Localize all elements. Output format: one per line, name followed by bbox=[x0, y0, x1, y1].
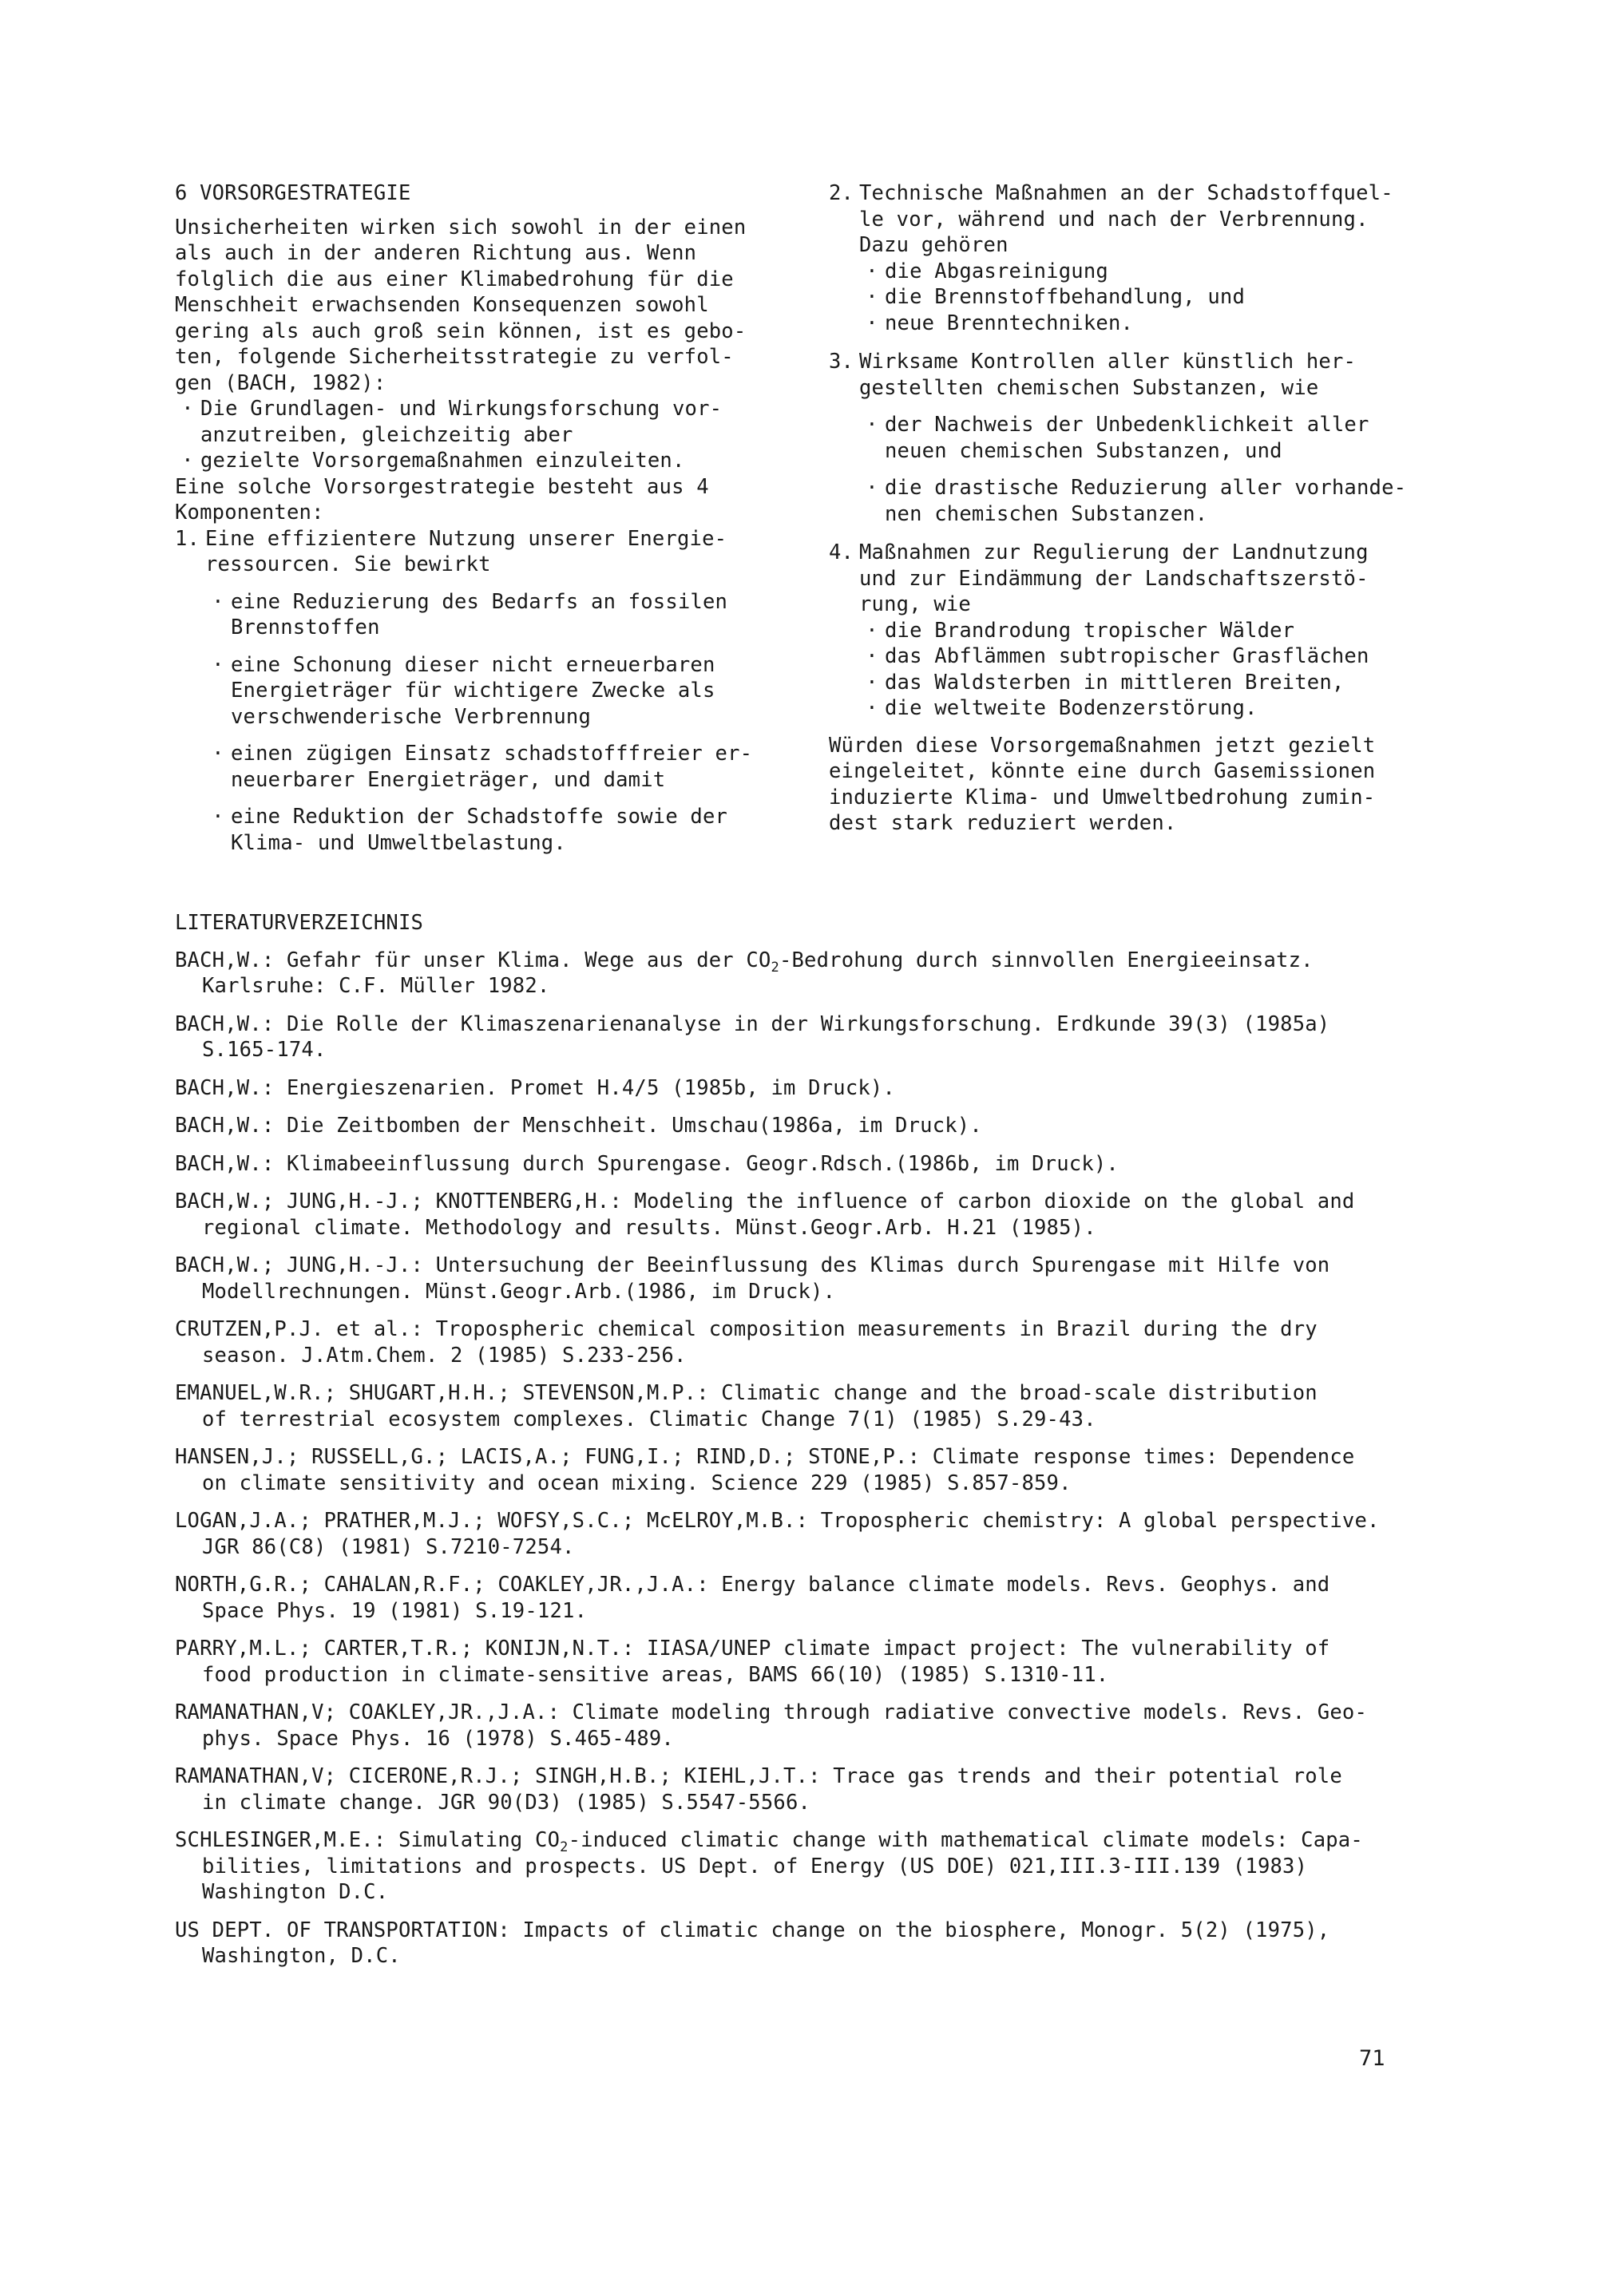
reference-entry bbox=[175, 948, 1452, 1000]
list-item bbox=[859, 670, 1444, 696]
subscript: 2 bbox=[771, 959, 779, 976]
reference-text: SCHLESINGER,M.E.: Simulating CO bbox=[175, 1828, 561, 1852]
reference-entry: NORTH,G.R.; CAHALAN,R.F.; COAKLEY,JR.,J.A.: Energy balance climate models. Revs. Geophys. and Space Phys. 19 (1981) S.19-121. bbox=[175, 1573, 1330, 1623]
list-item bbox=[205, 804, 790, 856]
bullet-text: die Brandrodung tropischer Wälder bbox=[885, 618, 1295, 643]
components-intro: Eine solche Vorsorgestrategie besteht aus 4 Komponenten: bbox=[175, 474, 709, 525]
bullet-dot: · bbox=[212, 742, 224, 766]
page-number: 71 bbox=[1359, 2046, 1385, 2071]
references-section bbox=[175, 910, 1452, 1981]
bullet-dot: · bbox=[212, 805, 224, 829]
component-3-bullets bbox=[829, 412, 1444, 527]
bullet-text: eine Reduzierung des Bedarfs an fossilen Brennstoffen bbox=[231, 589, 728, 639]
component-text: Eine effizientere Nutzung unserer Energie- ressourcen. Sie bewirkt bbox=[205, 526, 727, 576]
bullet-dot: · bbox=[181, 397, 194, 421]
bullet-dot: · bbox=[866, 259, 878, 283]
component-number: 3. bbox=[829, 350, 854, 374]
list-item bbox=[205, 741, 790, 793]
reference-entry: BACH,W.; JUNG,H.-J.; KNOTTENBERG,H.: Modeling the influence of carbon dioxide on the global and regional climate. Methodology and results. Münst.Geogr.Arb. H.21 (1985). bbox=[175, 1190, 1355, 1240]
component-4-bullets bbox=[829, 618, 1444, 722]
reference-entry: RAMANATHAN,V; COAKLEY,JR.,J.A.: Climate modeling through radiative convective models. Revs. Geo- phys. Space Phys. 16 (1978) S.465-489. bbox=[175, 1700, 1368, 1751]
bullet-text: die weltweite Bodenzerstörung. bbox=[885, 696, 1258, 720]
reference-entry: LOGAN,J.A.; PRATHER,M.J.; WOFSY,S.C.; McELROY,M.B.: Tropospheric chemistry: A global perspective. JGR 86(C8) (1981) S.7210-7254. bbox=[175, 1509, 1380, 1559]
bullet-dot: · bbox=[866, 618, 878, 643]
component-text: Technische Maßnahmen an der Schadstoffquel- le vor, während und nach der Verbrennung. Dazu gehören bbox=[859, 181, 1393, 257]
bullet-text: eine Reduktion der Schadstoffe sowie der Klima- und Umweltbelastung. bbox=[231, 805, 728, 855]
component-4 bbox=[829, 540, 1444, 722]
component-number: 4. bbox=[829, 540, 854, 564]
bullet-text: Die Grundlagen- und Wirkungsforschung vor- anzutreiben, gleichzeitig aber bbox=[200, 397, 723, 447]
component-2-bullets bbox=[829, 259, 1444, 337]
reference-entry: BACH,W.: Klimabeeinflussung durch Spurengase. Geogr.Rdsch.(1986b, im Druck). bbox=[175, 1151, 1119, 1176]
reference-entry: RAMANATHAN,V; CICERONE,R.J.; SINGH,H.B.; KIEHL,J.T.: Trace gas trends and their potential role in climate change. JGR 90(D3) (1985) S.5547-5566. bbox=[175, 1764, 1342, 1815]
reference-entry: HANSEN,J.; RUSSELL,G.; LACIS,A.; FUNG,I.; RIND,D.; STONE,P.: Climate response times: Dependence on climate sensitivity and ocean mixing. Science 229 (1985) S.857-859. bbox=[175, 1445, 1355, 1495]
component-2 bbox=[829, 180, 1444, 336]
component-text: Wirksame Kontrollen aller künstlich her- gestellten chemischen Substanzen, wie bbox=[859, 350, 1357, 400]
component-1 bbox=[175, 526, 790, 857]
section-heading: 6 VORSORGESTRATEGIE bbox=[175, 181, 411, 205]
bullet-dot: · bbox=[866, 670, 878, 695]
list-item bbox=[859, 311, 1444, 337]
bullet-text: die Abgasreinigung bbox=[885, 259, 1108, 283]
list-item bbox=[859, 259, 1444, 285]
component-1-bullets bbox=[175, 589, 790, 857]
bullet-dot: · bbox=[212, 652, 224, 677]
bullet-text: einen zügigen Einsatz schadstofffreier er- neuerbarer Energieträger, und damit bbox=[231, 742, 753, 792]
conclusion-paragraph: Würden diese Vorsorgemaßnahmen jetzt gezielt eingeleitet, könnte eine durch Gasemissionen induzierte Klima- und Umweltbedrohung zumin- dest stark reduziert werden. bbox=[829, 733, 1376, 835]
reference-entry: PARRY,M.L.; CARTER,T.R.; KONIJN,N.T.: IIASA/UNEP climate impact project: The vulnerability of food production in climate-sensitive areas, BAMS 66(10) (1985) S.1310-11. bbox=[175, 1637, 1330, 1687]
bullet-dot: · bbox=[866, 285, 878, 309]
bullet-dot: · bbox=[866, 644, 878, 668]
bullet-dot: · bbox=[866, 413, 878, 437]
list-item bbox=[859, 284, 1444, 311]
bullet-dot: · bbox=[212, 589, 224, 614]
reference-entry: BACH,W.: Die Zeitbomben der Menschheit. Umschau(1986a, im Druck). bbox=[175, 1114, 982, 1138]
list-item bbox=[859, 618, 1444, 644]
bullet-dot: · bbox=[866, 696, 878, 720]
reference-text: -Bedrohung durch sinnvollen Energieeinsatz. Karlsruhe: C.F. Müller 1982. bbox=[202, 948, 1314, 998]
strategy-bullet-list bbox=[175, 396, 790, 474]
bullet-text: gezielte Vorsorgemaßnahmen einzuleiten. bbox=[200, 449, 685, 473]
subscript: 2 bbox=[560, 1839, 569, 1856]
reference-entry bbox=[175, 1827, 1452, 1906]
left-column bbox=[175, 180, 790, 856]
reference-entry: BACH,W.: Die Rolle der Klimaszenarienanalyse in der Wirkungsforschung. Erdkunde 39(3) (1985a) S.165-174. bbox=[175, 1011, 1330, 1062]
reference-entry: CRUTZEN,P.J. et al.: Tropospheric chemical composition measurements in Brazil during the dry season. J.Atm.Chem. 2 (1985) S.233-256. bbox=[175, 1317, 1318, 1368]
bullet-text: der Nachweis der Unbedenklichkeit aller neuen chemischen Substanzen, und bbox=[885, 413, 1369, 463]
reference-entry: EMANUEL,W.R.; SHUGART,H.H.; STEVENSON,M.P.: Climatic change and the broad-scale distribution of terrestrial ecosystem complexes. Climatic Change 7(1) (1985) S.29-43. bbox=[175, 1381, 1318, 1431]
intro-paragraph: Unsicherheiten wirken sich sowohl in der einen als auch in der anderen Richtung aus. Wenn folglich die aus einer Klimabedrohung für die Menschheit erwachsenden Konsequenzen sowohl gering als auch groß sein können, ist es gebo- ten, folgende Sicherheitsstrategie zu verfol- gen (BACH, 1982): bbox=[175, 215, 747, 395]
list-item bbox=[175, 396, 790, 448]
reference-text: -induced climatic change with mathematical climate models: Capa- bilities, limitations and prospects. US Dept. of Energy (US DOE) 021,III.3-III.139 (1983) Washington D.C. bbox=[202, 1828, 1363, 1904]
bullet-dot: · bbox=[866, 476, 878, 500]
reference-entry: BACH,W.: Energieszenarien. Promet H.4/5 (1985b, im Druck). bbox=[175, 1075, 896, 1100]
list-item bbox=[859, 695, 1444, 722]
bullet-text: die Brennstoffbehandlung, und bbox=[885, 285, 1246, 309]
list-item bbox=[859, 643, 1444, 670]
bullet-dot: · bbox=[866, 311, 878, 335]
bullet-text: neue Brenntechniken. bbox=[885, 311, 1134, 335]
list-item bbox=[205, 652, 790, 730]
list-item bbox=[859, 412, 1444, 464]
reference-text: BACH,W.: Gefahr für unser Klima. Wege aus der CO bbox=[175, 948, 771, 972]
right-column bbox=[829, 180, 1444, 837]
component-text: Maßnahmen zur Regulierung der Landnutzung und zur Eindämmung der Landschaftszerstö- rung, wie bbox=[859, 540, 1369, 616]
component-3 bbox=[829, 349, 1444, 527]
list-item bbox=[175, 448, 790, 474]
bullet-text: eine Schonung dieser nicht erneuerbaren Energieträger für wichtigere Zwecke als verschwenderische Verbrennung bbox=[231, 652, 715, 729]
bullet-text: die drastische Reduzierung aller vorhande- nen chemischen Substanzen. bbox=[885, 476, 1407, 526]
bullet-dot: · bbox=[181, 449, 194, 473]
component-number: 2. bbox=[829, 181, 854, 205]
reference-entry: US DEPT. OF TRANSPORTATION: Impacts of climatic change on the biosphere, Monogr. 5(2) (1975), Washington, D.C. bbox=[175, 1918, 1330, 1968]
list-item bbox=[205, 589, 790, 641]
bullet-text: das Abflämmen subtropischer Grasflächen bbox=[885, 644, 1369, 668]
list-item bbox=[859, 475, 1444, 527]
references-title: LITERATURVERZEICHNIS bbox=[175, 911, 424, 935]
component-number: 1. bbox=[175, 526, 200, 551]
reference-entry: BACH,W.; JUNG,H.-J.: Untersuchung der Beeinflussung des Klimas durch Spurengase mit Hilfe von Modellrechnungen. Münst.Geogr.Arb.(1986, im Druck). bbox=[175, 1253, 1330, 1304]
bullet-text: das Waldsterben in mittleren Breiten, bbox=[885, 670, 1345, 695]
